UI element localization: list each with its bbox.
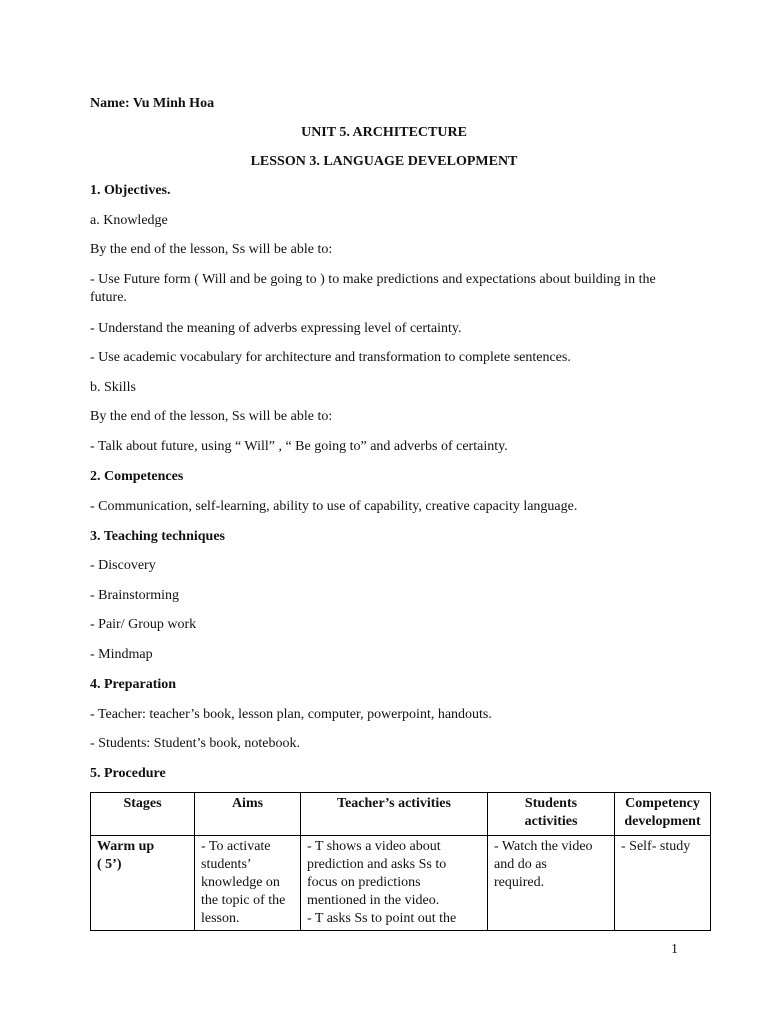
- cell-line: - To activate: [201, 839, 271, 854]
- preparation-item: - Teacher: teacher’s book, lesson plan, computer, powerpoint, handouts.: [90, 707, 492, 722]
- competences-heading: 2. Competences: [90, 469, 184, 484]
- header-line: development: [624, 814, 701, 829]
- stage-cell: [91, 836, 195, 931]
- cell-line: ( 5’): [97, 857, 122, 872]
- unit-title: UNIT 5. ARCHITECTURE: [301, 125, 467, 140]
- cell-line: and do as: [494, 857, 547, 872]
- aims-cell: [195, 836, 301, 931]
- table-header-row: [91, 793, 711, 836]
- preparation-heading: 4. Preparation: [90, 677, 177, 692]
- cell-line: - Watch the video: [494, 839, 593, 854]
- table-row: [91, 836, 711, 931]
- page-number: 1: [671, 942, 678, 957]
- knowledge-intro: By the end of the lesson, Ss will be able to:: [90, 242, 333, 257]
- header-line: Competency: [625, 796, 700, 811]
- objectives-heading: 1. Objectives.: [90, 183, 171, 198]
- column-header-aims: Aims: [195, 793, 301, 836]
- cell-line: - T asks Ss to point out the: [307, 911, 457, 926]
- technique-item: - Pair/ Group work: [90, 617, 197, 632]
- students-activities-cell: [488, 836, 615, 931]
- technique-item: - Discovery: [90, 558, 156, 573]
- cell-line: prediction and asks Ss to: [307, 857, 447, 872]
- cell-line: focus on predictions: [307, 875, 421, 890]
- knowledge-item: - Use academic vocabulary for architecture and transformation to complete sentences.: [90, 350, 571, 365]
- lesson-title: LESSON 3. LANGUAGE DEVELOPMENT: [250, 154, 518, 169]
- preparation-item: - Students: Student’s book, notebook.: [90, 736, 300, 751]
- knowledge-item: - Understand the meaning of adverbs expressing level of certainty.: [90, 321, 462, 336]
- skills-intro: By the end of the lesson, Ss will be able to:: [90, 409, 333, 424]
- technique-item: - Brainstorming: [90, 588, 180, 603]
- procedure-heading: 5. Procedure: [90, 766, 166, 781]
- competency-cell: [615, 836, 711, 931]
- column-header-teacher-activities: Teacher’s activities: [301, 793, 488, 836]
- cell-line: lesson.: [201, 911, 240, 926]
- cell-line: Warm up: [97, 839, 155, 854]
- cell-line: required.: [494, 875, 545, 890]
- cell-line: - T shows a video about: [307, 839, 441, 854]
- column-header-competency-development: [615, 793, 711, 836]
- knowledge-heading: a. Knowledge: [90, 213, 168, 228]
- knowledge-item: - Use Future form ( Will and be going to ) to make predictions and expectations about building in the future.: [90, 272, 656, 305]
- technique-item: - Mindmap: [90, 647, 153, 662]
- cell-line: students’: [201, 857, 252, 872]
- cell-line: knowledge on: [201, 875, 280, 890]
- procedure-table: [90, 792, 711, 931]
- author-name: Name: Vu Minh Hoa: [90, 96, 215, 111]
- column-header-students-activities: [488, 793, 615, 836]
- column-header-stages: Stages: [91, 793, 195, 836]
- header-line: Students: [524, 796, 578, 811]
- skills-heading: b. Skills: [90, 380, 136, 395]
- skills-item: - Talk about future, using “ Will” , “ Be going to” and adverbs of certainty.: [90, 439, 508, 454]
- cell-line: the topic of the: [201, 893, 286, 908]
- techniques-heading: 3. Teaching techniques: [90, 529, 225, 544]
- header-line: activities: [524, 814, 578, 829]
- cell-line: mentioned in the video.: [307, 893, 440, 908]
- teacher-activities-cell: [301, 836, 488, 931]
- competences-text: - Communication, self-learning, ability to use of capability, creative capacity language.: [90, 499, 578, 514]
- cell-line: - Self- study: [621, 839, 691, 854]
